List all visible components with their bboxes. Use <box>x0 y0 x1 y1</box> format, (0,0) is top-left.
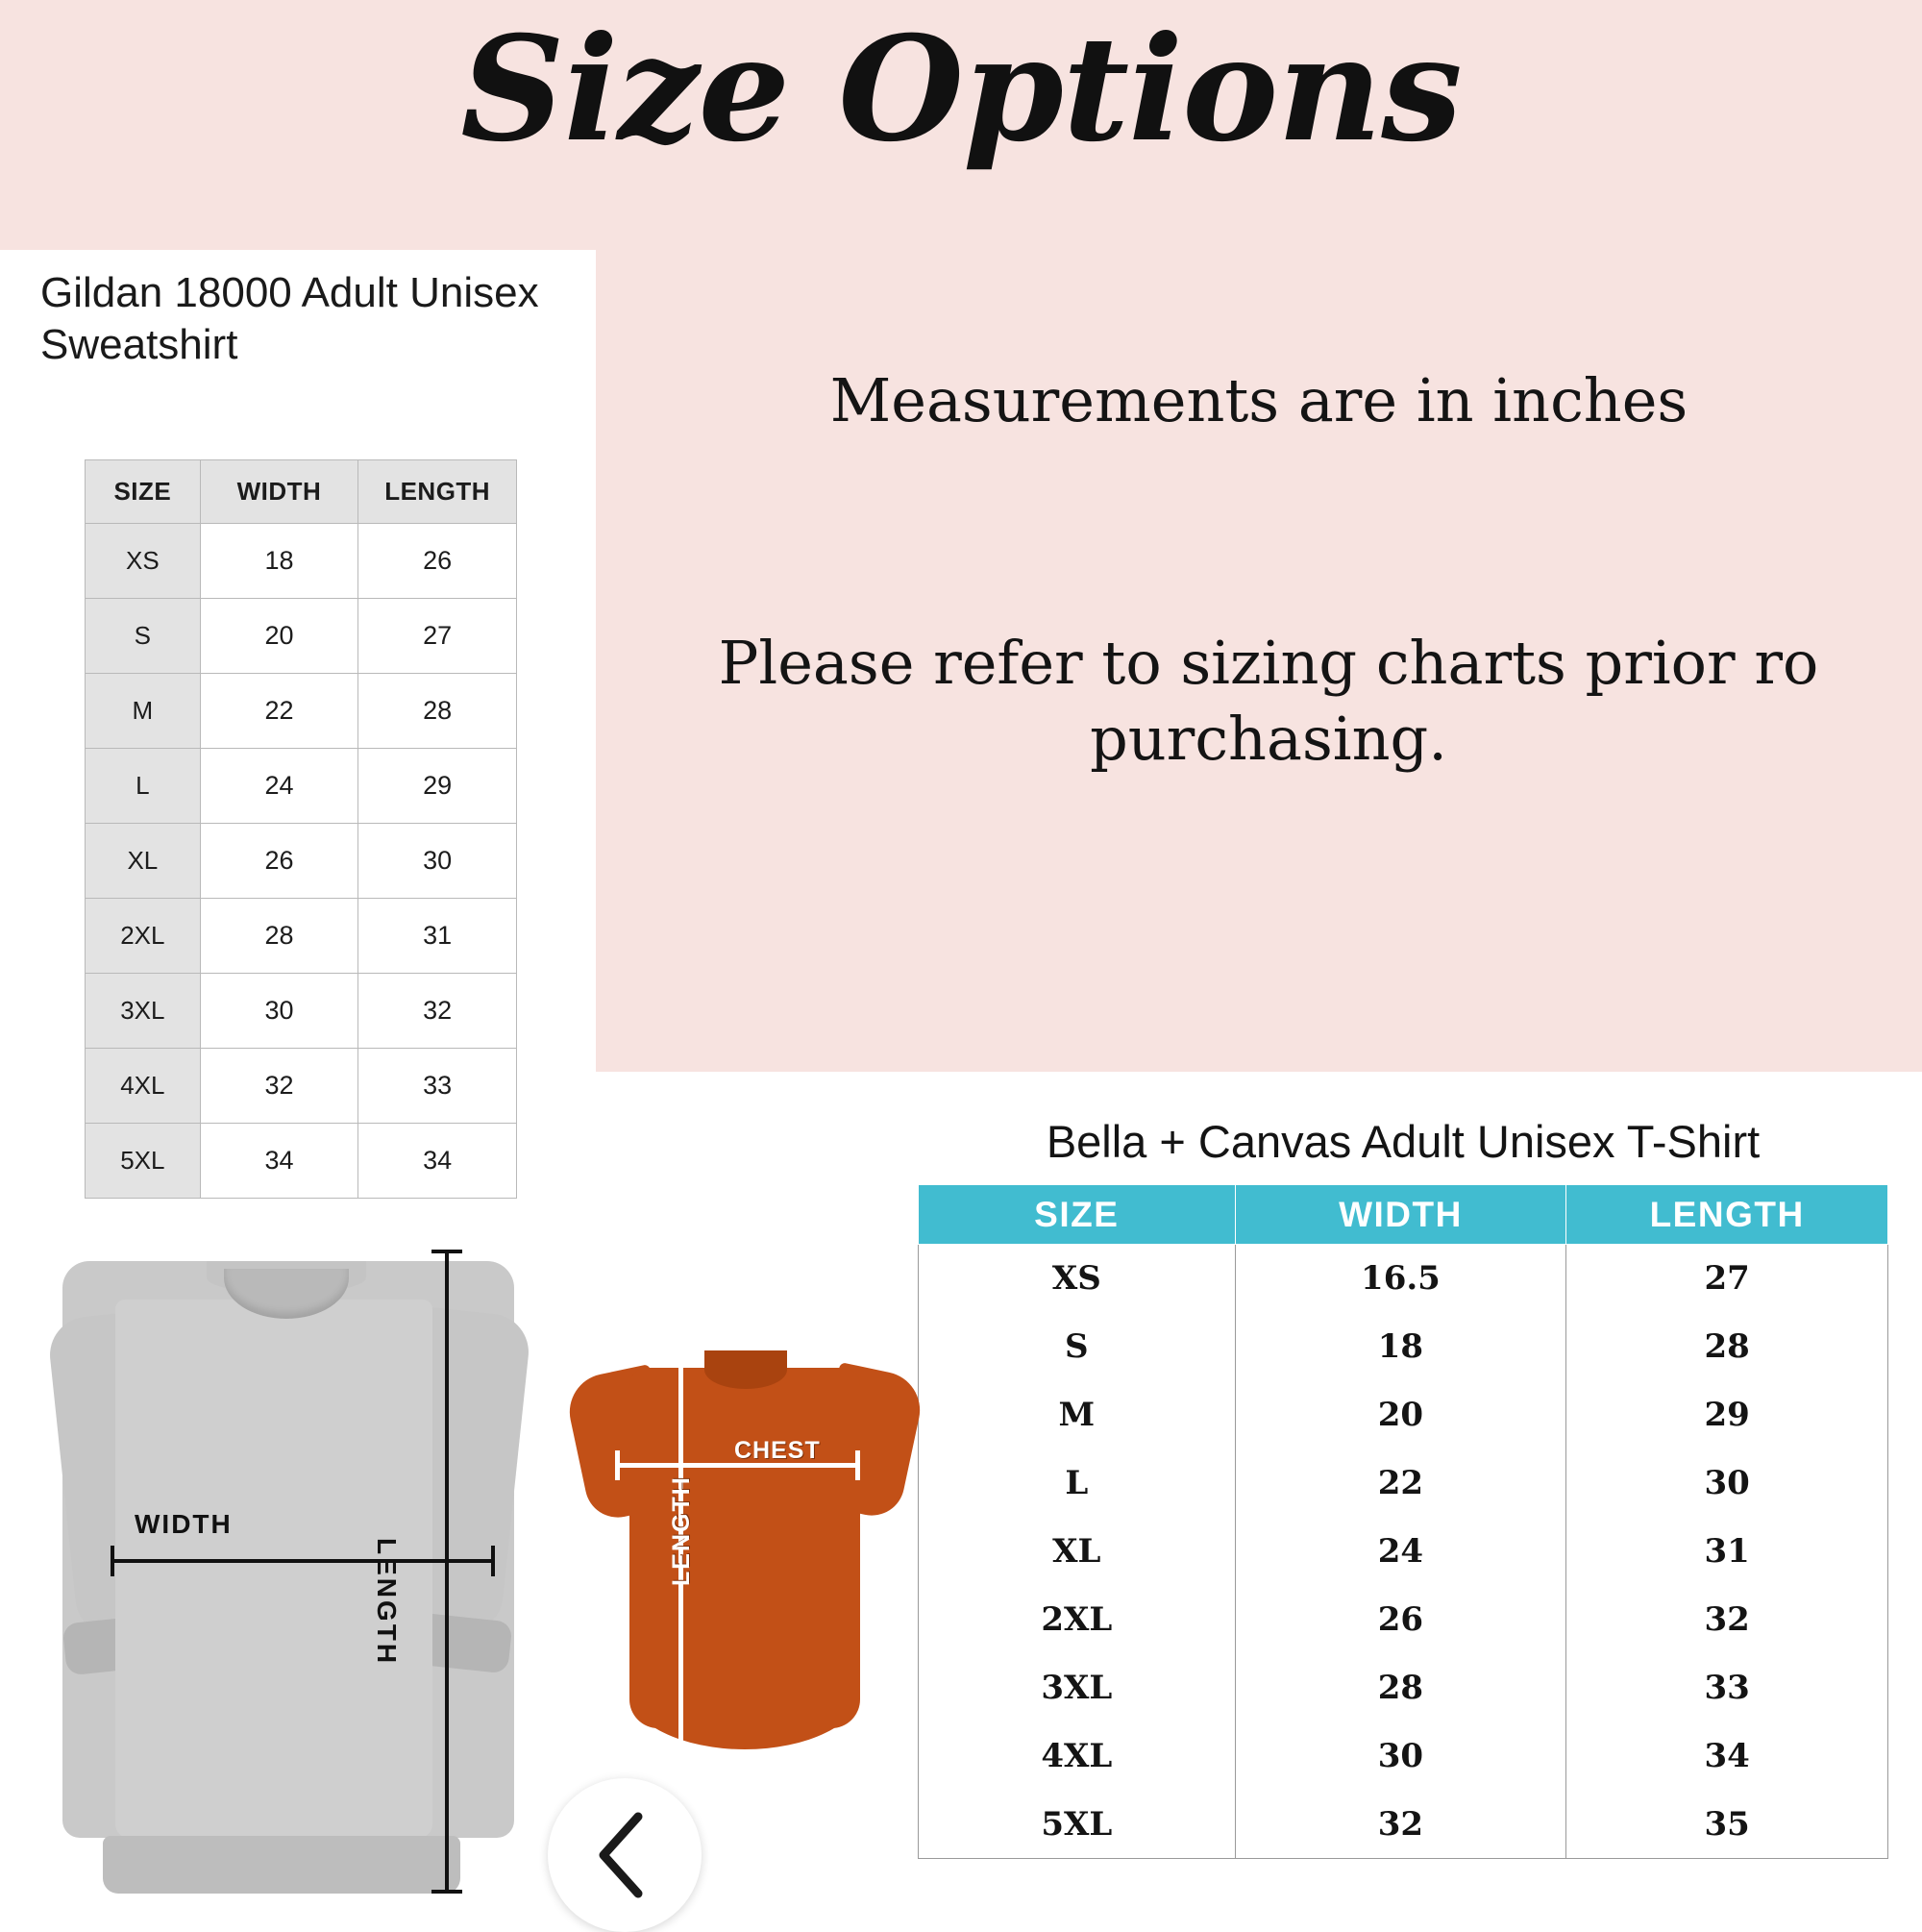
cell-length: 29 <box>1566 1381 1888 1449</box>
gildan-table-heading: Gildan 18000 Adult Unisex Sweatshirt <box>40 269 539 368</box>
cell-size: 2XL <box>86 899 201 974</box>
cell-length: 31 <box>1566 1518 1888 1586</box>
cell-size: 3XL <box>86 974 201 1049</box>
cell-size: L <box>919 1449 1236 1518</box>
cell-size: XS <box>919 1245 1236 1313</box>
cell-width: 30 <box>200 974 358 1049</box>
tshirt-collar <box>704 1350 787 1389</box>
sweatshirt-width-arrow <box>111 1559 495 1563</box>
table-row <box>86 899 517 974</box>
cell-size: XS <box>86 524 201 599</box>
sweatshirt-length-arrow <box>445 1250 449 1894</box>
table-row <box>86 599 517 674</box>
column-header-size: SIZE <box>86 460 201 524</box>
cell-width: 28 <box>200 899 358 974</box>
cell-width: 18 <box>200 524 358 599</box>
cell-size: 5XL <box>86 1124 201 1199</box>
table-row <box>919 1449 1888 1518</box>
table-row <box>919 1722 1888 1791</box>
column-header-width: WIDTH <box>1235 1185 1566 1245</box>
gildan-size-table <box>85 459 517 1199</box>
sweatshirt-hem <box>103 1836 460 1894</box>
cell-width: 24 <box>1235 1518 1566 1586</box>
cell-width: 24 <box>200 749 358 824</box>
table-row <box>86 1124 517 1199</box>
sweatshirt-photo <box>19 1201 557 1903</box>
column-header-size: SIZE <box>919 1185 1236 1245</box>
cell-length: 33 <box>358 1049 517 1124</box>
table-row <box>919 1791 1888 1859</box>
table-row <box>919 1245 1888 1313</box>
table-row <box>919 1518 1888 1586</box>
cell-length: 35 <box>1566 1791 1888 1859</box>
cell-size: 5XL <box>919 1791 1236 1859</box>
cell-width: 16.5 <box>1235 1245 1566 1313</box>
table-header-row <box>86 460 517 524</box>
page-title: Size Options <box>460 5 1462 174</box>
cell-length: 27 <box>1566 1245 1888 1313</box>
table-header-row <box>919 1185 1888 1245</box>
cell-width: 28 <box>1235 1654 1566 1722</box>
cell-length: 33 <box>1566 1654 1888 1722</box>
table-row <box>919 1381 1888 1449</box>
tshirt-photo <box>577 1322 913 1764</box>
cell-length: 28 <box>358 674 517 749</box>
tshirt-hem <box>629 1692 860 1749</box>
table-row <box>86 824 517 899</box>
cell-size: S <box>86 599 201 674</box>
table-row <box>86 674 517 749</box>
tshirt-chest-label: CHEST <box>734 1437 821 1464</box>
carousel-prev-button[interactable] <box>548 1778 702 1932</box>
cell-length: 34 <box>1566 1722 1888 1791</box>
cell-width: 18 <box>1235 1313 1566 1381</box>
cell-length: 32 <box>1566 1586 1888 1654</box>
bella-canvas-table-heading: Bella + Canvas Adult Unisex T-Shirt <box>1046 1116 1761 1167</box>
table-row <box>86 524 517 599</box>
cell-length: 26 <box>358 524 517 599</box>
note-refer-to-charts: Please refer to sizing charts prior ro purchasing. <box>718 628 1819 775</box>
cell-size: 4XL <box>919 1722 1236 1791</box>
cell-length: 27 <box>358 599 517 674</box>
cell-width: 32 <box>200 1049 358 1124</box>
sweatshirt-length-label: LENGTH <box>372 1538 402 1667</box>
cell-length: 28 <box>1566 1313 1888 1381</box>
note-measurements: Measurements are in inches <box>829 365 1688 435</box>
cell-width: 26 <box>1235 1586 1566 1654</box>
table-row <box>919 1654 1888 1722</box>
cell-length: 34 <box>358 1124 517 1199</box>
table-row <box>86 749 517 824</box>
cell-size: M <box>919 1381 1236 1449</box>
sweatshirt-width-label: WIDTH <box>135 1509 233 1539</box>
column-header-length: LENGTH <box>358 460 517 524</box>
cell-size: L <box>86 749 201 824</box>
cell-length: 30 <box>358 824 517 899</box>
cell-size: 2XL <box>919 1586 1236 1654</box>
tshirt-body-shape <box>629 1368 860 1728</box>
cell-size: 3XL <box>919 1654 1236 1722</box>
cell-width: 32 <box>1235 1791 1566 1859</box>
table-row <box>919 1313 1888 1381</box>
cell-width: 34 <box>200 1124 358 1199</box>
cell-size: M <box>86 674 201 749</box>
cell-length: 30 <box>1566 1449 1888 1518</box>
cell-width: 26 <box>200 824 358 899</box>
cell-width: 22 <box>200 674 358 749</box>
cell-size: S <box>919 1313 1236 1381</box>
cell-size: XL <box>86 824 201 899</box>
bella-canvas-size-table <box>918 1184 1888 1859</box>
cell-size: 4XL <box>86 1049 201 1124</box>
column-header-width: WIDTH <box>200 460 358 524</box>
table-row <box>86 974 517 1049</box>
cell-length: 32 <box>358 974 517 1049</box>
table-row <box>919 1586 1888 1654</box>
cell-length: 31 <box>358 899 517 974</box>
table-row <box>86 1049 517 1124</box>
cell-width: 30 <box>1235 1722 1566 1791</box>
cell-size: XL <box>919 1518 1236 1586</box>
cell-width: 22 <box>1235 1449 1566 1518</box>
cell-width: 20 <box>200 599 358 674</box>
tshirt-length-label: LENGTH <box>668 1475 695 1586</box>
cell-width: 20 <box>1235 1381 1566 1449</box>
column-header-length: LENGTH <box>1566 1185 1888 1245</box>
cell-length: 29 <box>358 749 517 824</box>
